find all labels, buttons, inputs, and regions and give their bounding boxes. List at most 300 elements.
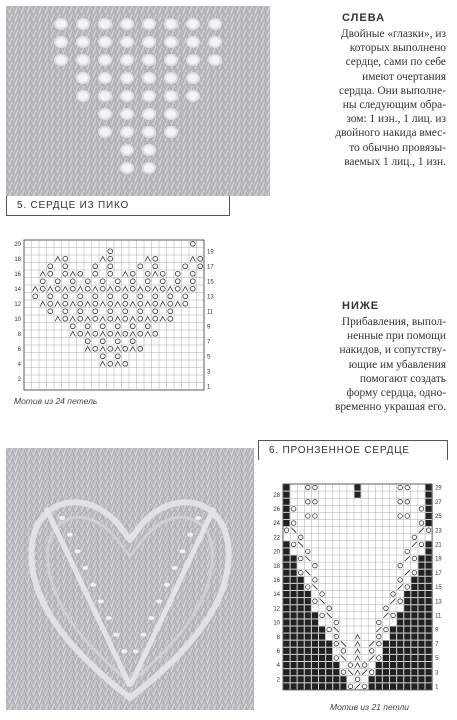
no-stitch-cell: [411, 598, 417, 604]
eyelet: [148, 616, 154, 620]
left-section-heading: СЛЕВА: [342, 12, 386, 24]
no-stitch-cell: [312, 612, 318, 618]
chart6-row-number-right: 15: [435, 585, 442, 592]
chart6-row-number-left: 18: [273, 563, 280, 570]
no-stitch-cell: [397, 648, 403, 654]
no-stitch-cell: [291, 619, 297, 625]
chart5-row-number-left: 4: [17, 362, 21, 368]
chart6-row-number-right: 9: [435, 627, 439, 634]
picot-eyelet: [143, 37, 155, 47]
no-stitch-cell: [411, 612, 417, 618]
no-stitch-cell: [291, 634, 297, 640]
no-stitch-cell: [284, 499, 290, 505]
no-stitch-cell: [312, 619, 318, 625]
below-section-line: помогают создать: [359, 372, 446, 385]
no-stitch-cell: [418, 584, 424, 590]
no-stitch-cell: [298, 683, 304, 689]
eyelet: [90, 583, 96, 587]
no-stitch-cell: [404, 648, 410, 654]
no-stitch-cell: [333, 683, 339, 689]
no-stitch-cell: [418, 648, 424, 654]
no-stitch-cell: [397, 634, 403, 640]
no-stitch-cell: [418, 634, 424, 640]
chart5-row-number-left: 20: [14, 242, 21, 248]
knit-photo-pierced-heart: [6, 448, 254, 710]
no-stitch-cell: [418, 612, 424, 618]
no-stitch-cell: [284, 556, 290, 562]
no-stitch-cell: [390, 648, 396, 654]
picot-eyelet: [99, 37, 111, 47]
no-stitch-cell: [291, 598, 297, 604]
no-stitch-cell: [397, 669, 403, 675]
picot-eyelet: [99, 73, 111, 83]
picot-eyelet: [121, 127, 133, 137]
below-section-line: ненные при помощи: [347, 330, 446, 343]
no-stitch-cell: [418, 570, 424, 576]
no-stitch-cell: [426, 485, 432, 491]
no-stitch-cell: [284, 683, 290, 689]
below-section-heading: НИЖЕ: [342, 300, 380, 312]
no-stitch-cell: [418, 605, 424, 611]
no-stitch-cell: [426, 641, 432, 647]
chart5-row-number-left: 18: [14, 257, 21, 263]
left-section-line: Двойные «глазки», из: [340, 28, 446, 40]
no-stitch-cell: [298, 648, 304, 654]
no-stitch-cell: [291, 676, 297, 682]
no-stitch-cell: [284, 655, 290, 661]
chart6-row-number-left: 4: [276, 663, 280, 670]
no-stitch-cell: [404, 634, 410, 640]
left-section-line: которых выполнено: [349, 42, 446, 55]
eyelet: [133, 649, 139, 653]
no-stitch-cell: [298, 676, 304, 682]
eyelet: [156, 599, 162, 603]
no-stitch-cell: [418, 662, 424, 668]
no-stitch-cell: [284, 598, 290, 604]
no-stitch-cell: [426, 676, 432, 682]
chart6-row-number-right: 25: [435, 514, 442, 521]
chart6-row-number-right: 5: [435, 656, 439, 663]
no-stitch-cell: [426, 619, 432, 625]
no-stitch-cell: [284, 570, 290, 576]
no-stitch-cell: [305, 641, 311, 647]
no-stitch-cell: [298, 612, 304, 618]
no-stitch-cell: [305, 627, 311, 633]
no-stitch-cell: [298, 655, 304, 661]
no-stitch-cell: [397, 641, 403, 647]
chart5-row-number-right: 3: [207, 369, 211, 376]
chart5-row-number-right: 9: [207, 324, 211, 331]
picot-eyelet: [55, 37, 67, 47]
no-stitch-cell: [369, 676, 375, 682]
no-stitch-cell: [404, 669, 410, 675]
chart6-row-number-left: 10: [273, 620, 280, 627]
picot-eyelet: [121, 163, 133, 173]
no-stitch-cell: [298, 634, 304, 640]
no-stitch-cell: [284, 541, 290, 547]
no-stitch-cell: [404, 641, 410, 647]
no-stitch-cell: [404, 619, 410, 625]
no-stitch-cell: [426, 492, 432, 498]
no-stitch-cell: [426, 655, 432, 661]
no-stitch-cell: [326, 641, 332, 647]
no-stitch-cell: [404, 598, 410, 604]
no-stitch-cell: [404, 655, 410, 661]
no-stitch-cell: [326, 669, 332, 675]
chart6-row-number-left: 14: [273, 592, 280, 599]
chart5-row-number-left: 16: [14, 272, 21, 278]
left-section-line: зом: 1 изн., 1 лиц. из: [346, 113, 446, 126]
no-stitch-cell: [312, 669, 318, 675]
no-stitch-cell: [312, 655, 318, 661]
left-section-line: сердце, сами по себе: [345, 56, 446, 69]
chart6-row-number-left: 24: [273, 521, 280, 528]
no-stitch-cell: [383, 648, 389, 654]
no-stitch-cell: [326, 648, 332, 654]
chart6-row-number-left: 26: [273, 506, 280, 513]
no-stitch-cell: [383, 683, 389, 689]
eyelet: [113, 633, 119, 637]
pattern-5-caption: Мотив из 24 петель: [14, 396, 98, 406]
chart5-row-number-right: 17: [207, 264, 214, 271]
no-stitch-cell: [369, 683, 375, 689]
no-stitch-cell: [426, 520, 432, 526]
picot-eyelet: [77, 73, 89, 83]
no-stitch-cell: [411, 584, 417, 590]
no-stitch-cell: [284, 662, 290, 668]
pattern-6-caption: Мотив из 21 петли: [330, 702, 409, 712]
no-stitch-cell: [418, 619, 424, 625]
left-section-line: то обычно провязы-: [349, 141, 446, 154]
picot-eyelet: [187, 55, 199, 65]
chart6-row-number-left: 12: [273, 606, 280, 613]
eyelet: [106, 616, 112, 620]
no-stitch-cell: [404, 662, 410, 668]
no-stitch-cell: [418, 556, 424, 562]
picot-eyelet: [121, 37, 133, 47]
no-stitch-cell: [390, 627, 396, 633]
chart5-row-number-left: 10: [14, 317, 21, 323]
no-stitch-cell: [298, 598, 304, 604]
picot-eyelet: [187, 91, 199, 101]
no-stitch-cell: [312, 634, 318, 640]
no-stitch-cell: [418, 641, 424, 647]
no-stitch-cell: [397, 662, 403, 668]
no-stitch-cell: [319, 683, 325, 689]
chart6-row-number-right: 29: [435, 485, 442, 492]
chart5-row-number-left: 6: [17, 347, 21, 353]
no-stitch-cell: [291, 605, 297, 611]
no-stitch-cell: [411, 605, 417, 611]
no-stitch-cell: [355, 485, 361, 491]
no-stitch-cell: [284, 584, 290, 590]
no-stitch-cell: [298, 584, 304, 590]
picot-eyelet: [99, 91, 111, 101]
chart6-row-number-right: 21: [435, 542, 442, 549]
eyelet: [82, 566, 88, 570]
no-stitch-cell: [376, 669, 382, 675]
chart6-row-number-right: 13: [435, 599, 442, 606]
no-stitch-cell: [376, 683, 382, 689]
no-stitch-cell: [305, 598, 311, 604]
eyelet: [98, 599, 104, 603]
below-section-line: ющие им убавления: [348, 358, 446, 371]
picot-eyelet: [77, 91, 89, 101]
no-stitch-cell: [426, 563, 432, 569]
no-stitch-cell: [305, 655, 311, 661]
no-stitch-cell: [426, 627, 432, 633]
no-stitch-cell: [426, 612, 432, 618]
no-stitch-cell: [418, 627, 424, 633]
no-stitch-cell: [376, 676, 382, 682]
no-stitch-cell: [284, 563, 290, 569]
chart6-row-number-right: 23: [435, 528, 442, 535]
no-stitch-cell: [284, 605, 290, 611]
no-stitch-cell: [319, 634, 325, 640]
no-stitch-cell: [426, 605, 432, 611]
eyelet: [172, 566, 178, 570]
no-stitch-cell: [426, 683, 432, 689]
no-stitch-cell: [426, 556, 432, 562]
no-stitch-cell: [305, 591, 311, 597]
no-stitch-cell: [291, 556, 297, 562]
no-stitch-cell: [291, 662, 297, 668]
picot-eyelet: [187, 37, 199, 47]
no-stitch-cell: [326, 676, 332, 682]
no-stitch-cell: [390, 655, 396, 661]
left-section-line: сердца. Они выполне-: [338, 84, 446, 97]
no-stitch-cell: [284, 591, 290, 597]
no-stitch-cell: [404, 591, 410, 597]
picot-eyelet: [121, 109, 133, 119]
no-stitch-cell: [284, 513, 290, 519]
no-stitch-cell: [284, 612, 290, 618]
no-stitch-cell: [319, 655, 325, 661]
no-stitch-cell: [284, 506, 290, 512]
chart6-row-number-right: 3: [435, 670, 439, 677]
picot-eyelet: [121, 91, 133, 101]
pattern-6-title: 6. ПРОНЗЕННОЕ СЕРДЦЕ: [269, 445, 410, 456]
chart5-row-number-left: 14: [14, 287, 21, 293]
chart6-row-number-right: 7: [435, 641, 439, 648]
below-section-line: накидов, и сопутству-: [339, 344, 446, 357]
chart6-row-number-left: 16: [273, 577, 280, 584]
no-stitch-cell: [291, 683, 297, 689]
no-stitch-cell: [426, 634, 432, 640]
no-stitch-cell: [390, 634, 396, 640]
no-stitch-cell: [418, 655, 424, 661]
no-stitch-cell: [411, 648, 417, 654]
no-stitch-cell: [404, 676, 410, 682]
no-stitch-cell: [426, 506, 432, 512]
no-stitch-cell: [418, 577, 424, 583]
no-stitch-cell: [397, 655, 403, 661]
chart5-row-number-right: 19: [207, 249, 214, 256]
picot-eyelet: [143, 109, 155, 119]
no-stitch-cell: [411, 634, 417, 640]
picot-eyelet: [143, 163, 155, 173]
picot-eyelet: [187, 73, 199, 83]
no-stitch-cell: [418, 683, 424, 689]
no-stitch-cell: [298, 641, 304, 647]
no-stitch-cell: [284, 619, 290, 625]
chart5-row-number-right: 7: [207, 339, 211, 346]
picot-eyelet: [99, 127, 111, 137]
no-stitch-cell: [390, 669, 396, 675]
no-stitch-cell: [383, 655, 389, 661]
chart6-row-number-left: 8: [276, 634, 280, 641]
knit-photo-picot-heart: [6, 6, 270, 196]
no-stitch-cell: [291, 641, 297, 647]
picot-eyelet: [99, 109, 111, 119]
left-section-line: имеют очертания: [362, 70, 446, 83]
picot-eyelet: [143, 91, 155, 101]
chart-picot-heart: [8, 236, 214, 396]
no-stitch-cell: [333, 676, 339, 682]
chart6-row-number-right: 19: [435, 556, 442, 563]
chart5-row-number-right: 13: [207, 294, 214, 301]
no-stitch-cell: [298, 591, 304, 597]
no-stitch-cell: [383, 662, 389, 668]
pattern-5-label: [6, 196, 230, 216]
no-stitch-cell: [305, 669, 311, 675]
no-stitch-cell: [291, 584, 297, 590]
no-stitch-cell: [397, 612, 403, 618]
eyelet: [187, 533, 193, 537]
picot-eyelet: [55, 19, 67, 29]
no-stitch-cell: [426, 662, 432, 668]
no-stitch-cell: [404, 627, 410, 633]
picot-eyelet: [121, 73, 133, 83]
no-stitch-cell: [411, 655, 417, 661]
eyelet: [179, 549, 185, 553]
no-stitch-cell: [319, 641, 325, 647]
picot-eyelet: [121, 55, 133, 65]
no-stitch-cell: [411, 676, 417, 682]
chart5-row-number-right: 1: [207, 384, 211, 391]
chart6-row-number-left: 6: [276, 648, 280, 655]
no-stitch-cell: [298, 662, 304, 668]
no-stitch-cell: [355, 492, 361, 498]
chart6-row-number-left: 28: [273, 492, 280, 499]
no-stitch-cell: [418, 669, 424, 675]
no-stitch-cell: [326, 683, 332, 689]
picot-eyelet: [77, 37, 89, 47]
picot-eyelet: [143, 127, 155, 137]
no-stitch-cell: [319, 627, 325, 633]
no-stitch-cell: [284, 641, 290, 647]
chart5-row-number-right: 5: [207, 354, 211, 361]
no-stitch-cell: [404, 683, 410, 689]
no-stitch-cell: [390, 641, 396, 647]
no-stitch-cell: [411, 683, 417, 689]
picot-eyelet: [187, 19, 199, 29]
no-stitch-cell: [298, 577, 304, 583]
no-stitch-cell: [312, 641, 318, 647]
no-stitch-cell: [397, 676, 403, 682]
no-stitch-cell: [305, 619, 311, 625]
no-stitch-cell: [326, 662, 332, 668]
no-stitch-cell: [426, 548, 432, 554]
no-stitch-cell: [333, 669, 339, 675]
below-section-line: временно украшая его.: [334, 401, 446, 414]
no-stitch-cell: [305, 634, 311, 640]
picot-eyelet: [209, 37, 221, 47]
picot-eyelet: [121, 19, 133, 29]
no-stitch-cell: [305, 648, 311, 654]
no-stitch-cell: [426, 499, 432, 505]
no-stitch-cell: [312, 676, 318, 682]
no-stitch-cell: [426, 570, 432, 576]
chart6-row-number-left: 20: [273, 549, 280, 556]
no-stitch-cell: [426, 513, 432, 519]
no-stitch-cell: [411, 662, 417, 668]
picot-eyelet: [165, 91, 177, 101]
chart6-row-number-right: 1: [435, 684, 439, 691]
no-stitch-cell: [291, 612, 297, 618]
left-section-text: [290, 27, 446, 169]
picot-eyelet: [165, 37, 177, 47]
no-stitch-cell: [284, 520, 290, 526]
picot-eyelet: [165, 19, 177, 29]
no-stitch-cell: [305, 683, 311, 689]
no-stitch-cell: [284, 634, 290, 640]
picot-eyelet: [209, 55, 221, 65]
no-stitch-cell: [291, 570, 297, 576]
no-stitch-cell: [397, 683, 403, 689]
below-section-line: форму сердца, одно-: [346, 387, 446, 400]
no-stitch-cell: [326, 655, 332, 661]
no-stitch-cell: [305, 662, 311, 668]
no-stitch-cell: [411, 619, 417, 625]
left-section-line: ваемых 1 лиц., 1 изн.: [344, 155, 446, 168]
no-stitch-cell: [284, 492, 290, 498]
no-stitch-cell: [411, 591, 417, 597]
no-stitch-cell: [284, 627, 290, 633]
no-stitch-cell: [376, 662, 382, 668]
chart-pierced-heart: [265, 480, 455, 706]
picot-eyelet: [165, 127, 177, 137]
pattern-5-title: 5. СЕРДЦЕ ИЗ ПИКО: [17, 200, 130, 211]
eyelet: [121, 649, 127, 653]
no-stitch-cell: [305, 605, 311, 611]
no-stitch-cell: [291, 591, 297, 597]
no-stitch-cell: [340, 683, 346, 689]
no-stitch-cell: [291, 669, 297, 675]
chart6-row-number-left: 22: [273, 535, 280, 542]
no-stitch-cell: [426, 541, 432, 547]
no-stitch-cell: [418, 563, 424, 569]
picot-eyelet: [143, 55, 155, 65]
eyelet: [75, 549, 81, 553]
left-section-line: ны следующим обра-: [342, 99, 446, 112]
picot-eyelet: [77, 55, 89, 65]
chart5-row-number-left: 12: [14, 302, 21, 308]
no-stitch-cell: [397, 627, 403, 633]
no-stitch-cell: [411, 669, 417, 675]
eyelet: [141, 633, 147, 637]
no-stitch-cell: [404, 605, 410, 611]
chart5-row-number-left: 8: [17, 332, 21, 338]
no-stitch-cell: [418, 591, 424, 597]
no-stitch-cell: [284, 648, 290, 654]
no-stitch-cell: [411, 627, 417, 633]
picot-eyelet: [143, 19, 155, 29]
chart6-row-number-right: 17: [435, 570, 442, 577]
no-stitch-cell: [284, 669, 290, 675]
no-stitch-cell: [284, 577, 290, 583]
chart5-row-number-left: 2: [17, 377, 21, 383]
